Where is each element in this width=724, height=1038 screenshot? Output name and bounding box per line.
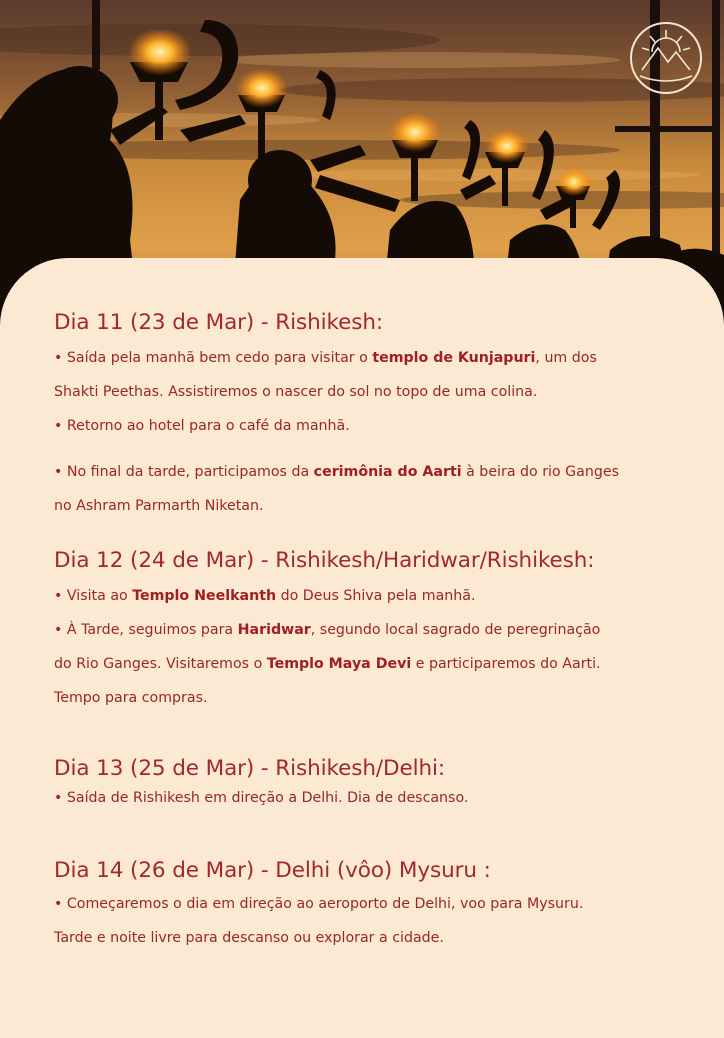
- day-title: Dia 14 (26 de Mar) - Delhi (vôo) Mysuru :: [54, 858, 491, 883]
- itinerary-line: no Ashram Parmarth Niketan.: [54, 498, 264, 514]
- itinerary-line: do Rio Ganges. Visitaremos o Templo Maya Devi e participaremos do Aarti.: [54, 656, 601, 672]
- itinerary-line: • Saída de Rishikesh em direção a Delhi. Dia de descanso.: [54, 790, 469, 806]
- itinerary-line: • No final da tarde, participamos da cerimônia do Aarti à beira do rio Ganges: [54, 464, 619, 480]
- itinerary-line: • Saída pela manhã bem cedo para visitar o templo de Kunjapuri, um dos: [54, 350, 597, 366]
- itinerary-line: • Começaremos o dia em direção ao aeroporto de Delhi, voo para Mysuru.: [54, 896, 584, 912]
- day-14-section: [54, 856, 684, 955]
- day-title: Dia 12 (24 de Mar) - Rishikesh/Haridwar/Rishikesh:: [54, 548, 595, 573]
- itinerary-line: • À Tarde, seguimos para Haridwar, segundo local sagrado de peregrinação: [54, 622, 601, 638]
- day-11-section: [54, 308, 684, 523]
- itinerary-line: • Visita ao Templo Neelkanth do Deus Shiva pela manhã.: [54, 588, 476, 604]
- day-title: Dia 11 (23 de Mar) - Rishikesh:: [54, 310, 383, 335]
- day-title: Dia 13 (25 de Mar) - Rishikesh/Delhi:: [54, 756, 445, 781]
- day-12-section: [54, 546, 684, 715]
- day-13-section: [54, 754, 684, 815]
- itinerary-line: Shakti Peethas. Assistiremos o nascer do sol no topo de uma colina.: [54, 384, 538, 400]
- sun-mountain-logo-icon: [628, 20, 704, 96]
- itinerary-line: • Retorno ao hotel para o café da manhã.: [54, 418, 350, 434]
- itinerary-line: Tempo para compras.: [54, 690, 208, 706]
- itinerary-line: Tarde e noite livre para descanso ou explorar a cidade.: [54, 930, 444, 946]
